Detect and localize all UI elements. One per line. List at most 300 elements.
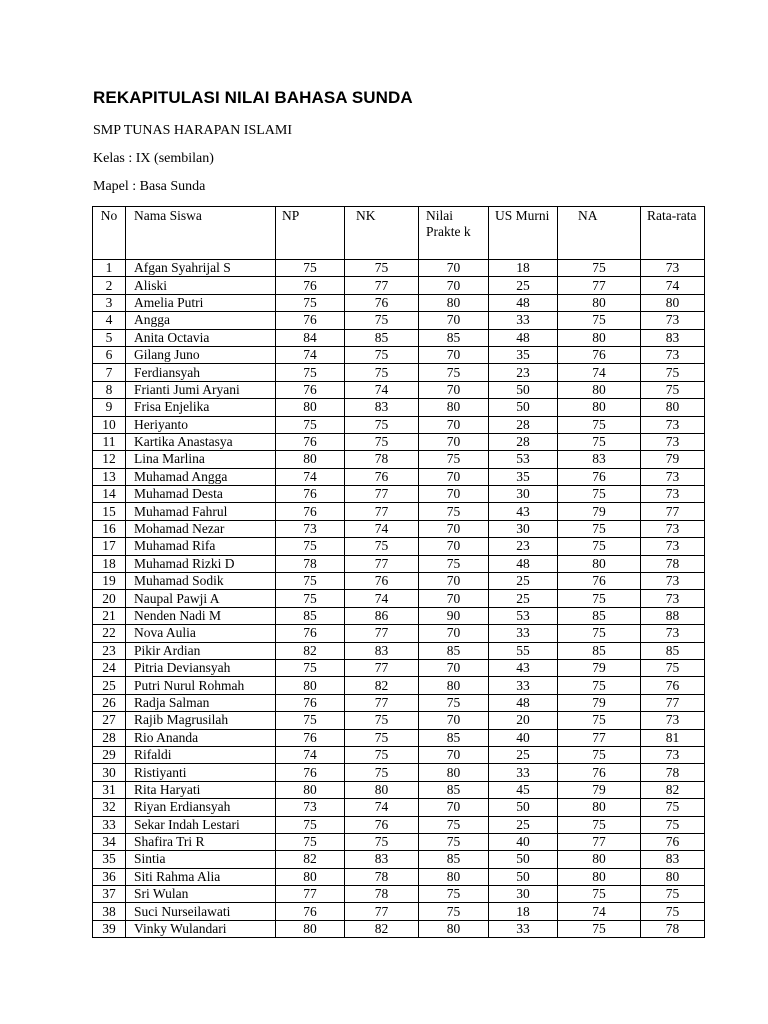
cell-us: 40 (489, 729, 558, 746)
cell-praktek: 80 (419, 294, 489, 311)
cell-np: 76 (276, 486, 345, 503)
cell-nk: 75 (345, 364, 419, 381)
cell-nk: 77 (345, 903, 419, 920)
cell-nama: Sri Wulan (126, 886, 276, 903)
cell-nama: Rio Ananda (126, 729, 276, 746)
cell-np: 74 (276, 346, 345, 363)
cell-praktek: 80 (419, 764, 489, 781)
cell-praktek: 70 (419, 277, 489, 294)
cell-nama: Pitria Deviansyah (126, 659, 276, 676)
class-info: Kelas : IX (sembilan) (93, 151, 214, 166)
cell-nk: 74 (345, 799, 419, 816)
cell-np: 82 (276, 851, 345, 868)
cell-na: 75 (558, 886, 641, 903)
cell-na: 75 (558, 416, 641, 433)
cell-praktek: 75 (419, 503, 489, 520)
cell-us: 35 (489, 468, 558, 485)
cell-nk: 75 (345, 312, 419, 329)
cell-praktek: 80 (419, 677, 489, 694)
cell-nk: 75 (345, 260, 419, 277)
cell-no: 24 (93, 659, 126, 676)
cell-us: 28 (489, 433, 558, 450)
cell-us: 23 (489, 538, 558, 555)
cell-praktek: 85 (419, 329, 489, 346)
cell-na: 85 (558, 607, 641, 624)
cell-nama: Shafira Tri R (126, 833, 276, 850)
cell-nama: Muhamad Rizki D (126, 555, 276, 572)
cell-nk: 80 (345, 781, 419, 798)
cell-na: 74 (558, 903, 641, 920)
table-row (93, 260, 705, 277)
cell-nama: Muhamad Sodik (126, 573, 276, 590)
cell-rata: 75 (641, 886, 705, 903)
cell-us: 25 (489, 590, 558, 607)
cell-praktek: 80 (419, 399, 489, 416)
cell-nama: Suci Nurseilawati (126, 903, 276, 920)
table-row (93, 520, 705, 537)
cell-rata: 73 (641, 590, 705, 607)
cell-np: 76 (276, 433, 345, 450)
cell-praktek: 70 (419, 659, 489, 676)
cell-nk: 75 (345, 538, 419, 555)
cell-np: 84 (276, 329, 345, 346)
table-row (93, 642, 705, 659)
cell-nama: Muhamad Rifa (126, 538, 276, 555)
cell-nama: Radja Salman (126, 694, 276, 711)
cell-np: 76 (276, 694, 345, 711)
table-row (93, 277, 705, 294)
cell-no: 4 (93, 312, 126, 329)
cell-us: 25 (489, 277, 558, 294)
cell-nk: 82 (345, 920, 419, 937)
table-row (93, 816, 705, 833)
cell-praktek: 75 (419, 694, 489, 711)
cell-nama: Ristiyanti (126, 764, 276, 781)
cell-nk: 74 (345, 590, 419, 607)
table-row (93, 712, 705, 729)
cell-rata: 80 (641, 868, 705, 885)
cell-no: 28 (93, 729, 126, 746)
cell-na: 80 (558, 294, 641, 311)
cell-praktek: 70 (419, 312, 489, 329)
cell-na: 79 (558, 659, 641, 676)
cell-nk: 75 (345, 416, 419, 433)
cell-np: 78 (276, 555, 345, 572)
table-row (93, 416, 705, 433)
cell-nama: Aliski (126, 277, 276, 294)
cell-rata: 81 (641, 729, 705, 746)
cell-nama: Frisa Enjelika (126, 399, 276, 416)
cell-nk: 75 (345, 833, 419, 850)
cell-no: 11 (93, 433, 126, 450)
cell-rata: 83 (641, 329, 705, 346)
cell-rata: 73 (641, 346, 705, 363)
cell-us: 18 (489, 260, 558, 277)
cell-rata: 75 (641, 364, 705, 381)
table-row (93, 920, 705, 937)
cell-nama: Afgan Syahrijal S (126, 260, 276, 277)
cell-us: 45 (489, 781, 558, 798)
table-row (93, 868, 705, 885)
cell-no: 7 (93, 364, 126, 381)
header-nama-siswa: Nama Siswa (126, 207, 276, 260)
subject-info: Mapel : Basa Sunda (93, 179, 206, 194)
cell-no: 13 (93, 468, 126, 485)
cell-np: 75 (276, 364, 345, 381)
cell-praktek: 70 (419, 346, 489, 363)
cell-nama: Naupal Pawji A (126, 590, 276, 607)
cell-us: 55 (489, 642, 558, 659)
cell-praktek: 70 (419, 573, 489, 590)
document-title: REKAPITULASI NILAI BAHASA SUNDA (93, 88, 413, 107)
cell-no: 20 (93, 590, 126, 607)
cell-na: 75 (558, 486, 641, 503)
cell-us: 23 (489, 364, 558, 381)
cell-rata: 75 (641, 903, 705, 920)
cell-nama: Rifaldi (126, 746, 276, 763)
header-nilai-praktek: Nilai Prakte k (419, 207, 489, 260)
cell-no: 38 (93, 903, 126, 920)
cell-rata: 78 (641, 764, 705, 781)
cell-np: 75 (276, 416, 345, 433)
cell-rata: 75 (641, 799, 705, 816)
cell-na: 77 (558, 277, 641, 294)
cell-rata: 83 (641, 851, 705, 868)
cell-nk: 74 (345, 520, 419, 537)
table-row (93, 746, 705, 763)
cell-np: 75 (276, 294, 345, 311)
cell-np: 73 (276, 520, 345, 537)
cell-na: 80 (558, 851, 641, 868)
cell-nk: 83 (345, 851, 419, 868)
cell-nama: Lina Marlina (126, 451, 276, 468)
cell-no: 21 (93, 607, 126, 624)
cell-na: 80 (558, 555, 641, 572)
cell-nama: Vinky Wulandari (126, 920, 276, 937)
header-nk: NK (345, 207, 419, 260)
cell-rata: 78 (641, 555, 705, 572)
cell-no: 9 (93, 399, 126, 416)
cell-np: 76 (276, 381, 345, 398)
cell-us: 53 (489, 607, 558, 624)
table-row (93, 486, 705, 503)
cell-no: 6 (93, 346, 126, 363)
cell-nk: 83 (345, 642, 419, 659)
cell-praktek: 90 (419, 607, 489, 624)
cell-rata: 73 (641, 625, 705, 642)
table-row (93, 659, 705, 676)
cell-us: 30 (489, 886, 558, 903)
cell-np: 80 (276, 677, 345, 694)
cell-nk: 77 (345, 625, 419, 642)
table-row (93, 799, 705, 816)
cell-no: 27 (93, 712, 126, 729)
cell-rata: 73 (641, 538, 705, 555)
cell-us: 30 (489, 486, 558, 503)
cell-np: 76 (276, 903, 345, 920)
cell-na: 76 (558, 573, 641, 590)
cell-na: 76 (558, 764, 641, 781)
cell-rata: 73 (641, 573, 705, 590)
cell-us: 33 (489, 920, 558, 937)
cell-na: 80 (558, 381, 641, 398)
cell-us: 33 (489, 764, 558, 781)
cell-na: 79 (558, 781, 641, 798)
cell-praktek: 85 (419, 729, 489, 746)
cell-no: 39 (93, 920, 126, 937)
table-row (93, 590, 705, 607)
cell-praktek: 70 (419, 260, 489, 277)
cell-nk: 78 (345, 868, 419, 885)
cell-praktek: 70 (419, 486, 489, 503)
grades-table (92, 206, 705, 938)
cell-nk: 78 (345, 451, 419, 468)
cell-nama: Putri Nurul Rohmah (126, 677, 276, 694)
cell-np: 75 (276, 538, 345, 555)
table-row (93, 433, 705, 450)
cell-praktek: 85 (419, 851, 489, 868)
cell-nama: Kartika Anastasya (126, 433, 276, 450)
cell-na: 76 (558, 346, 641, 363)
cell-na: 80 (558, 868, 641, 885)
cell-no: 25 (93, 677, 126, 694)
cell-us: 43 (489, 659, 558, 676)
cell-nama: Gilang Juno (126, 346, 276, 363)
cell-no: 36 (93, 868, 126, 885)
cell-praktek: 75 (419, 833, 489, 850)
table-row (93, 764, 705, 781)
cell-np: 75 (276, 816, 345, 833)
cell-rata: 80 (641, 399, 705, 416)
table-row (93, 851, 705, 868)
cell-np: 77 (276, 886, 345, 903)
cell-nama: Ferdiansyah (126, 364, 276, 381)
cell-rata: 82 (641, 781, 705, 798)
cell-na: 75 (558, 816, 641, 833)
cell-np: 76 (276, 764, 345, 781)
cell-nama: Anita Octavia (126, 329, 276, 346)
cell-na: 75 (558, 520, 641, 537)
cell-nk: 78 (345, 886, 419, 903)
table-row (93, 625, 705, 642)
cell-praktek: 75 (419, 886, 489, 903)
cell-no: 12 (93, 451, 126, 468)
cell-nk: 76 (345, 294, 419, 311)
cell-na: 75 (558, 260, 641, 277)
cell-nk: 85 (345, 329, 419, 346)
cell-praktek: 70 (419, 433, 489, 450)
cell-na: 85 (558, 642, 641, 659)
cell-praktek: 80 (419, 868, 489, 885)
cell-nama: Mohamad Nezar (126, 520, 276, 537)
cell-rata: 73 (641, 746, 705, 763)
cell-nama: Amelia Putri (126, 294, 276, 311)
table-row (93, 364, 705, 381)
cell-np: 76 (276, 503, 345, 520)
cell-no: 10 (93, 416, 126, 433)
table-row (93, 903, 705, 920)
cell-na: 79 (558, 694, 641, 711)
cell-rata: 76 (641, 677, 705, 694)
table-row (93, 694, 705, 711)
cell-na: 75 (558, 312, 641, 329)
cell-nk: 86 (345, 607, 419, 624)
cell-no: 31 (93, 781, 126, 798)
cell-nk: 77 (345, 486, 419, 503)
cell-nama: Muhamad Desta (126, 486, 276, 503)
cell-np: 80 (276, 781, 345, 798)
cell-praktek: 80 (419, 920, 489, 937)
cell-praktek: 70 (419, 520, 489, 537)
cell-no: 30 (93, 764, 126, 781)
table-row (93, 399, 705, 416)
cell-us: 25 (489, 816, 558, 833)
cell-no: 3 (93, 294, 126, 311)
cell-us: 43 (489, 503, 558, 520)
cell-rata: 73 (641, 416, 705, 433)
cell-rata: 79 (641, 451, 705, 468)
cell-no: 14 (93, 486, 126, 503)
cell-no: 32 (93, 799, 126, 816)
cell-np: 80 (276, 451, 345, 468)
cell-na: 83 (558, 451, 641, 468)
table-row (93, 346, 705, 363)
cell-no: 37 (93, 886, 126, 903)
cell-no: 35 (93, 851, 126, 868)
cell-praktek: 75 (419, 451, 489, 468)
header-no: No (93, 207, 126, 260)
cell-praktek: 70 (419, 746, 489, 763)
cell-praktek: 70 (419, 712, 489, 729)
cell-nama: Heriyanto (126, 416, 276, 433)
cell-us: 53 (489, 451, 558, 468)
cell-nk: 77 (345, 694, 419, 711)
header-rata-rata: Rata-rata (641, 207, 705, 260)
cell-us: 50 (489, 799, 558, 816)
cell-nama: Rajib Magrusilah (126, 712, 276, 729)
cell-nama: Rita Haryati (126, 781, 276, 798)
cell-no: 5 (93, 329, 126, 346)
cell-np: 82 (276, 642, 345, 659)
cell-praktek: 85 (419, 642, 489, 659)
cell-nk: 77 (345, 503, 419, 520)
cell-no: 19 (93, 573, 126, 590)
cell-nk: 75 (345, 764, 419, 781)
cell-rata: 77 (641, 694, 705, 711)
cell-us: 25 (489, 746, 558, 763)
cell-no: 16 (93, 520, 126, 537)
cell-us: 48 (489, 294, 558, 311)
table-row (93, 503, 705, 520)
table-header-row (93, 207, 705, 260)
cell-na: 80 (558, 329, 641, 346)
cell-na: 79 (558, 503, 641, 520)
cell-np: 80 (276, 920, 345, 937)
cell-no: 15 (93, 503, 126, 520)
cell-np: 75 (276, 573, 345, 590)
cell-us: 50 (489, 399, 558, 416)
cell-praktek: 70 (419, 625, 489, 642)
cell-na: 75 (558, 712, 641, 729)
cell-praktek: 75 (419, 816, 489, 833)
cell-praktek: 70 (419, 381, 489, 398)
cell-no: 2 (93, 277, 126, 294)
cell-praktek: 85 (419, 781, 489, 798)
cell-np: 76 (276, 277, 345, 294)
cell-np: 75 (276, 712, 345, 729)
cell-us: 25 (489, 573, 558, 590)
cell-nama: Sintia (126, 851, 276, 868)
table-row (93, 312, 705, 329)
cell-us: 50 (489, 868, 558, 885)
cell-us: 28 (489, 416, 558, 433)
cell-us: 40 (489, 833, 558, 850)
cell-rata: 74 (641, 277, 705, 294)
cell-nama: Angga (126, 312, 276, 329)
cell-np: 74 (276, 468, 345, 485)
cell-nk: 75 (345, 712, 419, 729)
table-row (93, 607, 705, 624)
cell-nk: 76 (345, 816, 419, 833)
table-row (93, 729, 705, 746)
cell-np: 80 (276, 868, 345, 885)
header-us-murni: US Murni (489, 207, 558, 260)
cell-np: 74 (276, 746, 345, 763)
cell-praktek: 70 (419, 468, 489, 485)
cell-np: 75 (276, 659, 345, 676)
cell-nama: Pikir Ardian (126, 642, 276, 659)
cell-us: 33 (489, 312, 558, 329)
cell-praktek: 75 (419, 903, 489, 920)
cell-na: 80 (558, 399, 641, 416)
cell-nk: 82 (345, 677, 419, 694)
cell-us: 33 (489, 625, 558, 642)
cell-rata: 73 (641, 520, 705, 537)
cell-nk: 77 (345, 277, 419, 294)
cell-nk: 75 (345, 346, 419, 363)
cell-nama: Sekar Indah Lestari (126, 816, 276, 833)
cell-np: 75 (276, 260, 345, 277)
cell-us: 50 (489, 381, 558, 398)
cell-rata: 73 (641, 486, 705, 503)
header-na: NA (558, 207, 641, 260)
cell-na: 77 (558, 833, 641, 850)
cell-nama: Muhamad Fahrul (126, 503, 276, 520)
cell-no: 34 (93, 833, 126, 850)
cell-rata: 78 (641, 920, 705, 937)
cell-rata: 73 (641, 433, 705, 450)
cell-np: 75 (276, 833, 345, 850)
table-row (93, 677, 705, 694)
table-row (93, 329, 705, 346)
cell-rata: 75 (641, 381, 705, 398)
table-row (93, 833, 705, 850)
cell-nk: 75 (345, 433, 419, 450)
cell-no: 18 (93, 555, 126, 572)
cell-np: 76 (276, 625, 345, 642)
cell-rata: 73 (641, 312, 705, 329)
cell-nama: Frianti Jumi Aryani (126, 381, 276, 398)
cell-no: 17 (93, 538, 126, 555)
cell-nk: 76 (345, 468, 419, 485)
cell-na: 75 (558, 538, 641, 555)
cell-nk: 75 (345, 746, 419, 763)
cell-rata: 73 (641, 260, 705, 277)
cell-rata: 73 (641, 468, 705, 485)
cell-nk: 76 (345, 573, 419, 590)
cell-na: 75 (558, 746, 641, 763)
cell-nama: Riyan Erdiansyah (126, 799, 276, 816)
